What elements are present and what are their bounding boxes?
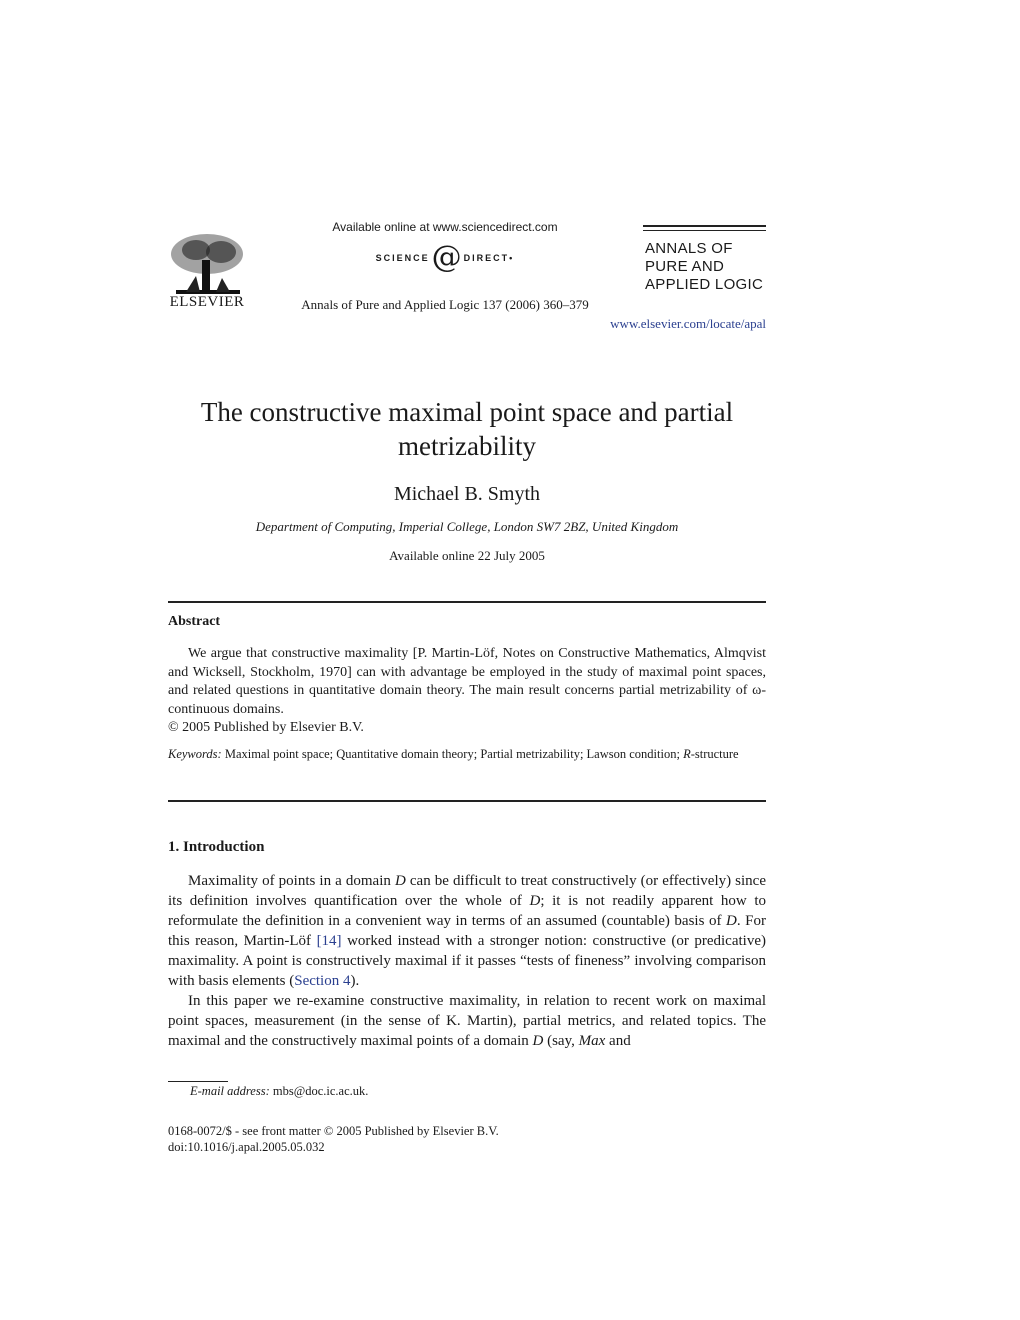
reference-link[interactable]: [14] bbox=[316, 933, 342, 949]
sciencedirect-mark: • bbox=[509, 253, 515, 263]
footnote-email bbox=[190, 1084, 368, 1099]
section-heading: 1. Introduction bbox=[168, 839, 265, 855]
paragraph: In this paper we re-examine constructive maximality, in relation to recent work on maximal point spaces, measurement (in the sense of K. Martin), partial metrics, and related topics. The maximal and the constructively maximal points of a domain D (say, Max and bbox=[168, 993, 766, 1049]
footnote-rule bbox=[168, 1081, 228, 1082]
issn-block bbox=[168, 1123, 499, 1155]
doi-line: doi:10.1016/j.apal.2005.05.032 bbox=[168, 1140, 325, 1154]
keywords-label: Keywords: bbox=[168, 747, 222, 761]
author-affiliation: Department of Computing, Imperial College, London SW7 2BZ, United Kingdom bbox=[255, 519, 679, 534]
keywords-last-rest: -structure bbox=[690, 747, 739, 761]
section-link[interactable]: Section 4 bbox=[294, 973, 351, 989]
author-name: Michael B. Smyth bbox=[393, 483, 541, 505]
abstract-copyright: © 2005 Published by Elsevier B.V. bbox=[168, 720, 364, 735]
abstract-body bbox=[168, 645, 766, 738]
keywords-list: Maximal point space; Quantitative domain theory; Partial metrizability; Lawson condition; bbox=[224, 747, 680, 761]
email-address[interactable]: mbs@doc.ic.ac.uk. bbox=[272, 1084, 369, 1098]
available-online-date: Available online 22 July 2005 bbox=[389, 548, 545, 563]
journal-name-line: PURE AND bbox=[645, 258, 725, 275]
journal-name-line: APPLIED LOGIC bbox=[645, 276, 764, 293]
journal-rule bbox=[643, 230, 766, 231]
journal-name-line: ANNALS OF bbox=[645, 240, 733, 257]
journal-rule bbox=[643, 225, 766, 227]
email-label: E-mail address: bbox=[190, 1084, 270, 1098]
paragraph: Maximality of points in a domain D can be difficult to treat constructively (or effectively) since its definition involves quantification over the whole of D; it is not readily apparent how to reformulate the definition in a convenient way in terms of an assumed (countable) basis of D. For this reason, Martin-Löf [14] worked instead with a stronger notion: constructive (or predicative) maximality. A point is constructively maximal if it passes “tests of fineness” involving comparison with basis elements (Section 4). bbox=[168, 873, 767, 989]
sciencedirect-left: SCIENCE bbox=[375, 253, 430, 263]
keywords-last-italic: R bbox=[683, 747, 691, 761]
available-online-banner: Available online at www.sciencedirect.com bbox=[332, 220, 558, 234]
article-title: The constructive maximal point space and partial metrizability bbox=[200, 397, 734, 461]
abstract-top-rule bbox=[168, 601, 766, 603]
journal-url-link[interactable]: www.elsevier.com/locate/apal bbox=[610, 316, 766, 331]
publisher-name: ELSEVIER bbox=[169, 294, 245, 310]
sciencedirect-right: DIRECT bbox=[463, 253, 510, 263]
issn-line: 0168-0072/$ - see front matter © 2005 Published by Elsevier B.V. bbox=[168, 1124, 499, 1138]
sciencedirect-logo bbox=[300, 240, 590, 275]
sciencedirect-at-icon: @ bbox=[431, 240, 462, 275]
abstract-heading: Abstract bbox=[168, 614, 221, 629]
abstract-text: We argue that constructive maximality [P. Martin-Löf, Notes on Constructive Mathematics, Almqvist and Wicksell, Stockholm, 1970] can with advantage be employed in the study of maximal point spaces, and related questions in quantitative domain theory. The main result concerns partial metrizability of ω-continuous domains. bbox=[168, 646, 766, 717]
journal-citation: Annals of Pure and Applied Logic 137 (2006) 360–379 bbox=[301, 297, 589, 312]
journal-name bbox=[645, 240, 770, 294]
abstract-bottom-rule bbox=[168, 800, 766, 802]
keywords bbox=[168, 745, 766, 763]
section-body bbox=[168, 871, 766, 1051]
